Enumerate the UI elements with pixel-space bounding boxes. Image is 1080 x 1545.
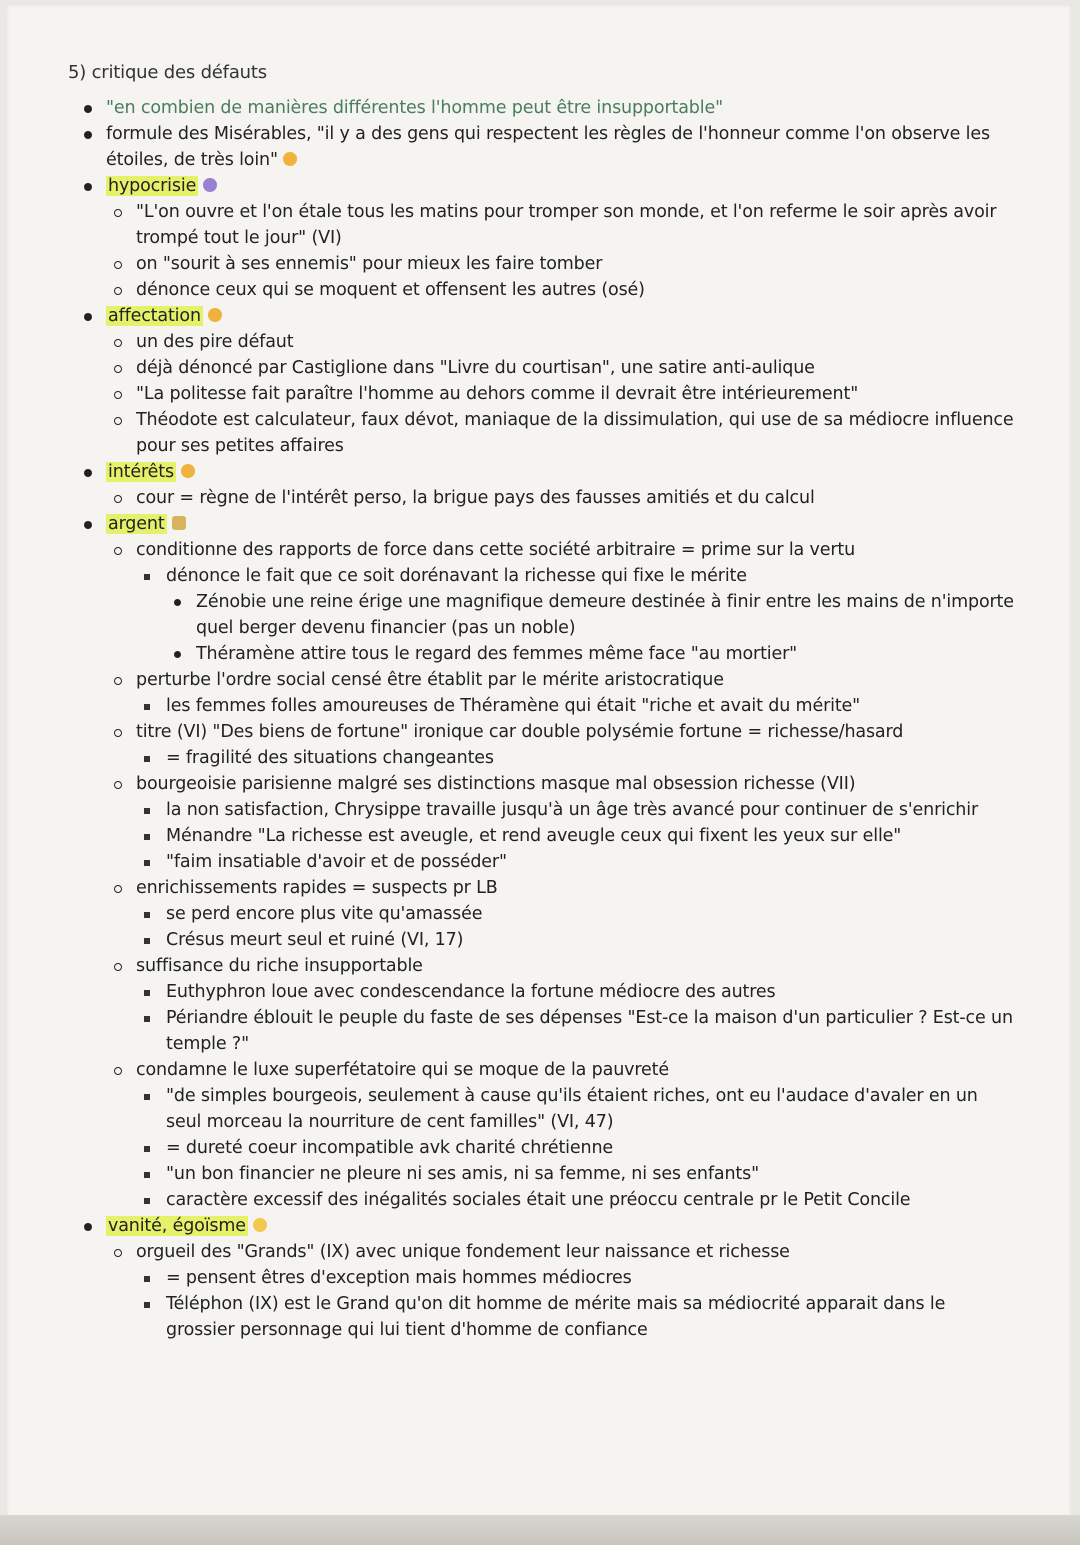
list-item: Ménandre "La richesse est aveugle, et rend aveugle ceux qui fixent les yeux sur elle" (68, 823, 1018, 849)
list-item-heading (68, 511, 1018, 537)
list-item: Zénobie une reine érige une magnifique demeure destinée à finir entre les mains de n'importe quel berger devenu financier (pas un noble) (68, 589, 1018, 641)
devil-face-icon (203, 178, 217, 192)
list-item: conditionne des rapports de force dans cette société arbitraire = prime sur la vertu (68, 537, 1018, 563)
list-item: déjà dénoncé par Castiglione dans "Livre du courtisan", une satire anti-aulique (68, 355, 1018, 381)
list-item: dénonce le fait que ce soit dorénavant la richesse qui fixe le mérite (68, 563, 1018, 589)
list-item: la non satisfaction, Chrysippe travaille jusqu'à un âge très avancé pour continuer de s'enrichir (68, 797, 1018, 823)
list-item-heading (68, 303, 1018, 329)
list-item: se perd encore plus vite qu'amassée (68, 901, 1018, 927)
list-item: on "sourit à ses ennemis" pour mieux les faire tomber (68, 251, 1018, 277)
heart-eyes-face-icon (253, 1218, 267, 1232)
list-item: "en combien de manières différentes l'homme peut être insupportable" (68, 95, 1018, 121)
list-item: = fragilité des situations changeantes (68, 745, 1018, 771)
highlighted-heading: affectation (108, 306, 201, 326)
list-item: Périandre éblouit le peuple du faste de ses dépenses "Est-ce la maison d'un particulier ? Est-ce un temple ?" (68, 1005, 1018, 1057)
list-item: Euthyphron loue avec condescendance la fortune médiocre des autres (68, 979, 1018, 1005)
list-item: "L'on ouvre et l'on étale tous les matins pour tromper son monde, et l'on referme le soir après avoir trompé tout le jour" (VI) (68, 199, 1018, 251)
notes-content (68, 62, 1018, 1343)
list-item: Théodote est calculateur, faux dévot, maniaque de la dissimulation, qui use de sa médiocre influence pour ses petites affaires (68, 407, 1018, 459)
list-item: dénonce ceux qui se moquent et offensent les autres (osé) (68, 277, 1018, 303)
list-item (68, 121, 1018, 173)
highlighted-heading: intérêts (108, 462, 174, 482)
section-title: 5) critique des défauts (68, 62, 267, 83)
notes-list (68, 95, 1018, 1343)
list-item: les femmes folles amoureuses de Théramène qui était "riche et avait du mérite" (68, 693, 1018, 719)
smirk-face-icon (208, 308, 222, 322)
list-item: bourgeoisie parisienne malgré ses distinctions masque mal obsession richesse (VII) (68, 771, 1018, 797)
list-item: caractère excessif des inégalités sociales était une préoccu centrale pr le Petit Concile (68, 1187, 1018, 1213)
list-item: orgueil des "Grands" (IX) avec unique fondement leur naissance et richesse (68, 1239, 1018, 1265)
list-item: un des pire défaut (68, 329, 1018, 355)
list-item-heading (68, 459, 1018, 485)
highlighted-heading: argent (108, 514, 165, 534)
list-item-heading (68, 173, 1018, 199)
list-item: = dureté coeur incompatible avk charité chrétienne (68, 1135, 1018, 1161)
list-item: condamne le luxe superfétatoire qui se moque de la pauvreté (68, 1057, 1018, 1083)
list-item: cour = règne de l'intérêt perso, la brigue pays des fausses amitiés et du calcul (68, 485, 1018, 511)
highlighted-heading: vanité, égoïsme (108, 1216, 246, 1236)
list-item: perturbe l'ordre social censé être établit par le mérite aristocratique (68, 667, 1018, 693)
highlighted-heading: hypocrisie (108, 176, 197, 196)
list-item: Téléphon (IX) est le Grand qu'on dit homme de mérite mais sa médiocrité apparait dans le grossier personnage qui lui tient d'homme de confiance (68, 1291, 1018, 1343)
list-item: "faim insatiable d'avoir et de posséder" (68, 849, 1018, 875)
list-item: suffisance du riche insupportable (68, 953, 1018, 979)
list-item: enrichissements rapides = suspects pr LB (68, 875, 1018, 901)
list-item: "de simples bourgeois, seulement à cause qu'ils étaient riches, ont eu l'audace d'avaler en un seul morceau la nourriture de cent familles" (VI, 47) (68, 1083, 1018, 1135)
list-item: titre (VI) "Des biens de fortune" ironique car double polysémie fortune = richesse/hasard (68, 719, 1018, 745)
list-item: = pensent êtres d'exception mais hommes médiocres (68, 1265, 1018, 1291)
list-item: "La politesse fait paraître l'homme au dehors comme il devrait être intérieurement" (68, 381, 1018, 407)
money-face-icon (172, 516, 186, 530)
list-item: Crésus meurt seul et ruiné (VI, 17) (68, 927, 1018, 953)
list-item: "un bon financier ne pleure ni ses amis, ni sa femme, ni ses enfants" (68, 1161, 1018, 1187)
grimacing-face-icon (283, 152, 297, 166)
list-item: Théramène attire tous le regard des femmes même face "au mortier" (68, 641, 1018, 667)
handshake-icon (181, 464, 195, 478)
binder-edge (0, 1515, 1080, 1545)
list-item-text: formule des Misérables, "il y a des gens qui respectent les règles de l'honneur comme l'on observe les étoiles, de très loin" (106, 124, 990, 170)
list-item-heading (68, 1213, 1018, 1239)
